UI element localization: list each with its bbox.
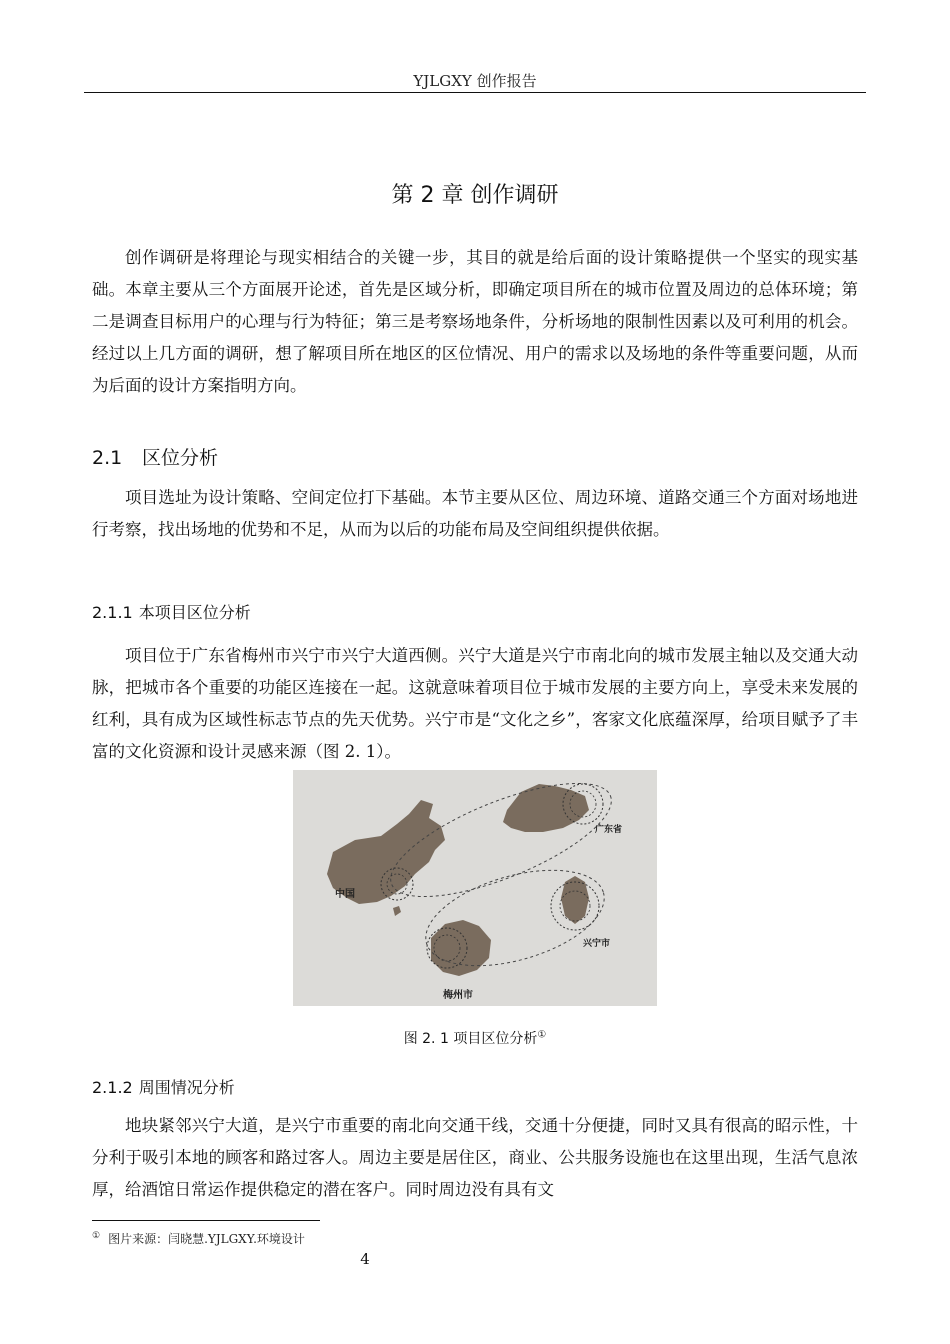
guangdong-map-shape <box>503 784 589 832</box>
section-number: 2.1.1 <box>92 603 133 622</box>
page-header: YJLGXY 创作报告 <box>413 72 537 90</box>
intro-paragraph: 创作调研是将理论与现实相结合的关键一步，其目的就是给后面的设计策略提供一个坚实的现实基础。本章主要从三个方面展开论述，首先是区域分析，即确定项目所在的城市位置及周边的总体环境；第二是调查目标用户的心理与行为特征；第三是考察场地条件，分析场地的限制性因素以及可利用的机会。经过以上几方面的调研，想了解项目所在地区的区位情况、用户的需求以及场地的条件等重要问题，从而为后面的设计方案指明方向。 <box>92 248 858 395</box>
caption-text: 图 2. 1 项目区位分析 <box>403 1031 538 1047</box>
section-title: 周围情况分析 <box>138 1078 235 1097</box>
map-label-meizhou: 梅州市 <box>443 990 473 1001</box>
header-rule <box>84 92 866 93</box>
footnote-rule <box>92 1220 320 1221</box>
map-label-china: 中国 <box>335 889 355 900</box>
map-label-xingning: 兴宁市 <box>583 939 611 949</box>
section-title: 区位分析 <box>142 447 219 469</box>
section-heading-2-1 <box>92 443 218 470</box>
page-number: 4 <box>360 1250 370 1268</box>
section-2-1-paragraph: 项目选址为设计策略、空间定位打下基础。本节主要从区位、周边环境、道路交通三个方面对场地进行考察，找出场地的优势和不足，从而为以后的功能布局及空间组织提供依据。 <box>92 488 858 539</box>
meizhou-map-shape <box>431 920 491 976</box>
chapter-title: 第 2 章 创作调研 <box>391 183 559 208</box>
footnote-text: 图片来源：闫晓慧.YJLGXY.环境设计 <box>108 1232 305 1246</box>
map-label-guangdong: 广东省 <box>595 825 623 835</box>
section-2-1-1-paragraph: 项目位于广东省梅州市兴宁市兴宁大道西侧。兴宁大道是兴宁市南北向的城市发展主轴以及交通大动脉，把城市各个重要的功能区连接在一起。这就意味着项目位于城市发展的主要方向上，享受未来发展的红利，具有成为区域性标志节点的先天优势。兴宁市是“文化之乡”，客家文化底蕴深厚，给项目赋予了丰富的文化资源和设计灵感来源（图 2. 1）。 <box>92 646 858 761</box>
figure-caption <box>84 1028 866 1048</box>
caption-footnote-marker: ① <box>537 1029 547 1041</box>
section-2-1-2-paragraph: 地块紧邻兴宁大道，是兴宁市重要的南北向交通干线，交通十分便捷，同时又具有很高的昭示性，十分利于吸引本地的顾客和路过客人。周边主要是居住区，商业、公共服务设施也在这里出现，生活气息浓厚，给酒馆日常运作提供稳定的潜在客户。同时周边没有具有文 <box>92 1116 858 1199</box>
location-map <box>293 770 657 1006</box>
location-map-figure <box>293 770 657 1006</box>
section-title: 本项目区位分析 <box>138 603 251 622</box>
section-number: 2.1 <box>92 447 123 469</box>
footnote-marker: ① <box>92 1231 101 1241</box>
china-island-shape <box>393 906 401 916</box>
section-number: 2.1.2 <box>92 1078 133 1097</box>
section-heading-2-1-1 <box>92 600 251 623</box>
section-heading-2-1-2 <box>92 1075 235 1098</box>
footnote <box>92 1230 305 1247</box>
xingning-map-shape <box>561 876 589 924</box>
